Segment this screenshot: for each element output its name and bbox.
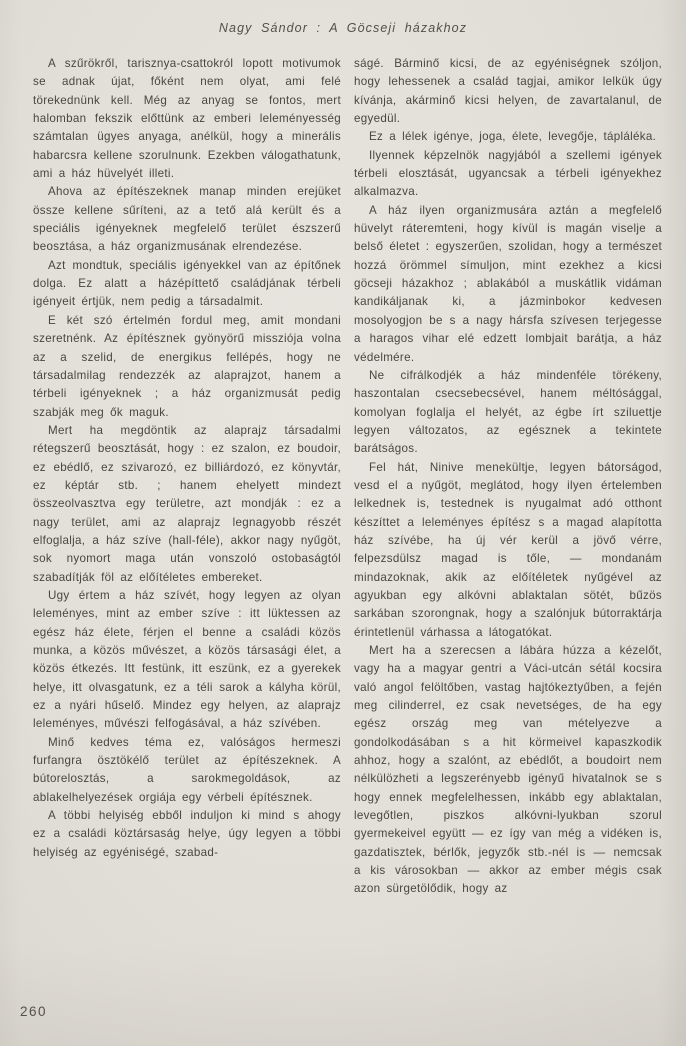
paragraph: Ne cifrálkodjék a ház mindenféle törékeny, haszontalan csecsebecsével, hanem méltósággal, komolyan foglalja el helyét, az égbe írt sziluettje legyen változatos, az egésznek a tekintete barátságos. — [354, 368, 662, 456]
paragraph: A szűrökről, tarisznya-csattokról lopott motivumok se adnak újat, főként nem olyat, ami felé törekednünk kell. Még az anyag se fontos, mert halomban fekszik előttünk az emberi leleményesség számtalan ügyes anyaga, anélkül, hogy a minerális habarcsra kellene szorulnunk. Ezekben válogathatunk, ami a ház hüvelyét illeti. — [33, 57, 341, 181]
paragraph: Azt mondtuk, speciális igényekkel van az építőnek dolga. Ez alatt a házépíttető családjának térbeli igényeit értjük, nem pedig a társadalmit. — [33, 258, 341, 309]
paragraph: Ugy értem a ház szívét, hogy legyen az olyan leleményes, mint az ember szíve : itt lüktessen az egész ház élete, férjen el benne a családi közös munka, a közös művészet, a közös társasági élet, a közös étkezés. Itt festünk, itt eszünk, ez a gyerekek helye, itt olvasgatunk, ez a téli sarok a kályha körül, ez a nyári hűselő. Mindez egy helyen, az alaprajz leleményes, művészi felfogásával, a ház szívében. — [33, 588, 341, 731]
paragraph: E két szó értelmén fordul meg, amit mondani szeretnénk. Az építésznek gyönyörű missziója volna az a szelid, de energikus fellépés, hogy ne társadalmilag rendezzék az alaprajzot, hanem a térbeli igényeknek ; a ház organizmusát pedig szabják meg ők maguk. — [33, 313, 341, 419]
paragraph: A ház ilyen organizmusára aztán a megfelelő hüvelyt ráteremteni, hogy kívül is magán viselje a belső életet : egyszerűen, szolidan, hogy a természet hozzá örömmel símuljon, mint ezekhez a kicsi göcseji házakhoz ; ablakából a muskátlik vidáman kandikáljanak ki, a jázminbokor kedvesen mosolyogjon be s a nagy hársfa szívesen terjegesse a haragos vihar elé edzett lombjait barátja, a ház védelmére. — [354, 203, 662, 364]
paragraph: Ez a lélek igénye, joga, élete, levegője, tápláléka. — [369, 130, 657, 144]
paragraph: Ilyennek képzelnök nagyjából a szellemi igények térbeli elosztását, ugyancsak a térbeli igényekhez alkalmazva. — [354, 148, 662, 199]
page-number: 260 — [20, 1004, 48, 1019]
paragraph: Ahova az építészeknek manap minden erejüket össze kellene sűríteni, az a tető alá került és a speciális igényeknek megfelelő terület észszerű beosztása, a ház organizmusának elrendezése. — [33, 185, 341, 254]
paragraph-continuation: ságé. Bárminő kicsi, de az egyéniségnek szóljon, hogy lehessenek a család tagjai, amikor lelkük úgy kívánja, akárminő kicsi helyen, de zavartalanul, de egyedül. — [354, 57, 662, 126]
right-column — [354, 55, 662, 899]
text-columns — [33, 55, 662, 899]
paragraph: Mert ha a szerecsen a lábára húzza a kézelőt, vagy ha a magyar gentri a Váci-utcán sétál kocsira való angol felöltőben, vastag hajtókeztyűben, a fején meg cilinderrel, ez csak nevetséges, de ha egy egész ország meg van mételyezve a gondolkodásában s a hit körmeivel kapaszkodik ahhoz, hogy a szalónt, az ebédlőt, a boudoirt nem nélkülözheti a legszerényebb igényű hivatalnok se s hogy ennek megfelelhessen, inkább egy ablaktalan, levegőtlen, piszkos alkóvni-lyukban szorul gyermekeivel együtt — ez így van még a vidéken is, gazdatisztek, bérlők, jegyzők stb.-nél is — nemcsak a kis városokban — akkor az ember mégis csak azon sürgetölődik, hogy az — [354, 644, 662, 896]
running-header: Nagy Sándor : A Göcseji házakhoz — [218, 21, 468, 35]
paragraph: Mert ha megdöntik az alaprajz társadalmi rétegszerű beosztását, hogy : ez szalon, ez boudoir, ez ebédlő, ez szivarozó, ez billiárdozó, ez könyvtár, ez képtár stb. ; hanem ehelyett mindezt összeolvasztva egy területre, azt mondják : ez a nagy terület, ami az alaprajz legnagyobb részét elfoglalja, a ház szíve (hall-féle), akkor nagy nyűgöt, sok nyomort maga után vonszoló ostobaságtól szabadítják föl az előítéletes embereket. — [33, 423, 341, 584]
left-column — [33, 55, 341, 899]
paragraph: Fel hát, Ninive menekültje, legyen bátorságod, vesd el a nyűgöt, meglátod, hogy ilyen értelemben lelkednek is, testednek is nyugalmat adó otthont készíttet a leleményes építész s a magad alapította ház szívébe, ha új vér kerül a jövő vérre, felpezsdülsz magad is tőle, — mondanám mindazoknak, akik az előítéletek nyűgével az agyukban egy alkóvni ablaktalan sötét, bűzös sarkában szorongnak, hogy a szalónjuk bútorraktárja érintetlenül várhassa a látogatókat. — [354, 460, 662, 639]
paragraph: A többi helyiség ebből induljon ki mind s ahogy ez a családi köztársaság helye, úgy legyen a többi helyiség az egyéniségé, szabad- — [33, 809, 341, 859]
paragraph: Minő kedves téma ez, valóságos hermeszi furfangra ösztökélő terület az építészeknek. A bútorelosztás, a sarokmegoldások, az ablakelhelyezések orgiája egy vérbeli építésznek. — [33, 735, 341, 804]
